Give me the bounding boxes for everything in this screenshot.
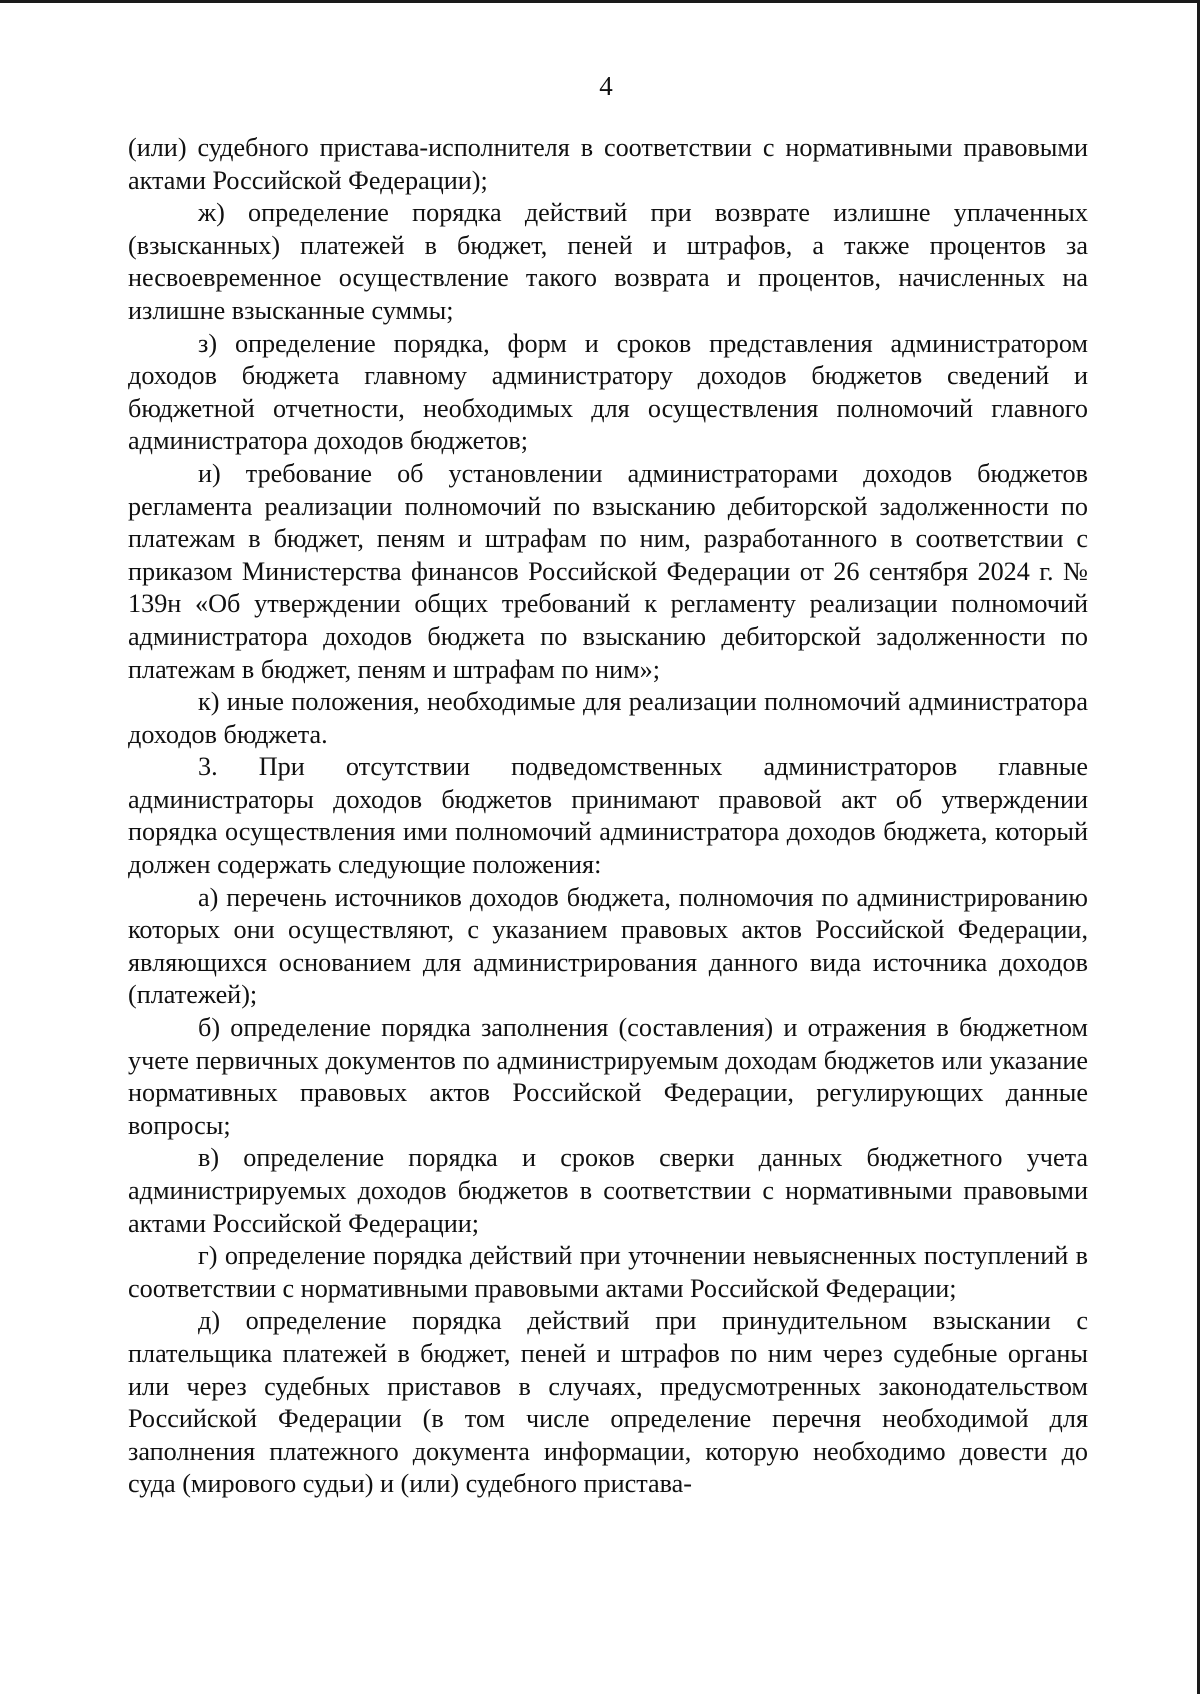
paragraph: з) определение порядка, форм и сроков представления администратором доходов бюджета главному администратору доходов бюджетов сведений и бюджетной отчетности, необходимых для осуществления полномочий главного администратора доходов бюджетов; [128, 328, 1088, 456]
paragraph: ж) определение порядка действий при возврате излишне уплаченных (взысканных) платежей в бюджет, пеней и штрафов, а также процентов за несвоевременное осуществление такого возврата и процентов, начисленных на излишне взысканные суммы; [128, 198, 1088, 325]
paragraph: д) определение порядка действий при принудительном взыскании с плательщика платежей в бюджет, пеней и штрафов по ним через судебные органы или через судебных приставов в случаях, предусмотренных законодательством Российской Федерации (в том числе определение перечня необходимой для заполнения платежного документа информации, которую необходимо довести до суда (мирового судьи) и (или) судебного пристава- [128, 1306, 1088, 1499]
paragraph: к) иные положения, необходимые для реализации полномочий администратора доходов бюджета. [128, 687, 1088, 749]
page-number: 4 [599, 71, 613, 101]
paragraph: в) определение порядка и сроков сверки данных бюджетного учета администрируемых доходов бюджетов в соответствии с нормативными правовыми актами Российской Федерации; [128, 1143, 1088, 1238]
paragraph: а) перечень источников доходов бюджета, полномочия по администрированию которых они осуществляют, с указанием правовых актов Российской Федерации, являющихся основанием для администрирования данного вида источника доходов (платежей); [128, 882, 1088, 1010]
paragraph: 3. При отсутствии подведомственных администраторов главные администраторы доходов бюджетов принимают правовой акт об утверждении порядка осуществления ими полномочий администратора доходов бюджета, который должен содержать следующие положения: [128, 752, 1088, 880]
paragraph: и) требование об установлении администраторами доходов бюджетов регламента реализации полномочий по взысканию дебиторской задолженности по платежам в бюджет, пеням и штрафам по ним, разработанного в соответствии с приказом Министерства финансов Российской Федерации от 26 сентября 2024 г. № 139н «Об утверждении общих требований к регламенту реализации полномочий администратора доходов бюджета по взысканию дебиторской задолженности по платежам в бюджет, пеням и штрафам по ним»; [128, 458, 1088, 684]
document-body [128, 132, 1088, 1501]
scan-edge-top [0, 0, 1200, 3]
paragraph: б) определение порядка заполнения (составления) и отражения в бюджетном учете первичных документов по администрируемым доходам бюджетов или указание нормативных правовых актов Российской Федерации, регулирующих данные вопросы; [128, 1013, 1088, 1140]
paragraph: (или) судебного пристава-исполнителя в соответствии с нормативными правовыми актами Российской Федерации); [128, 133, 1088, 195]
paragraph: г) определение порядка действий при уточнении невыясненных поступлений в соответствии с нормативными правовыми актами Российской Федерации; [128, 1241, 1088, 1303]
